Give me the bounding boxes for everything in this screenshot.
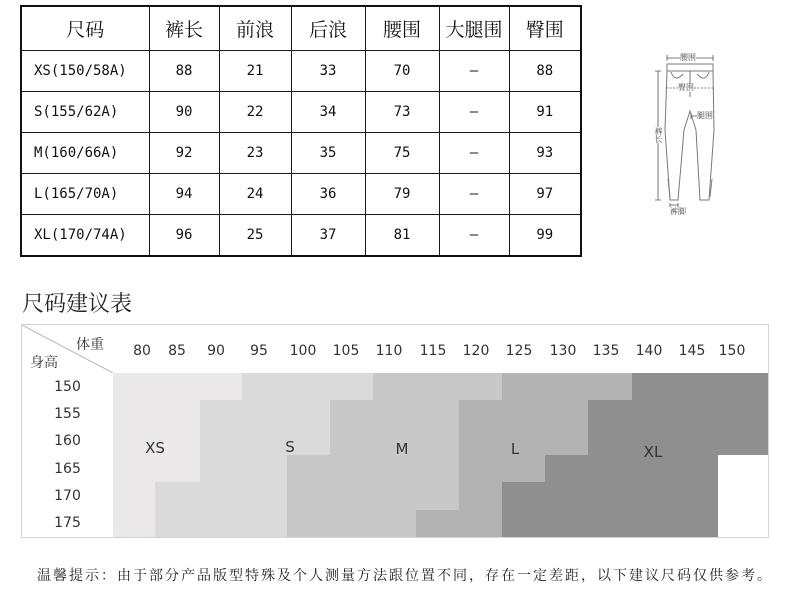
header-size: 尺码 (21, 6, 149, 51)
height-label: 165 (54, 460, 81, 477)
weight-header (113, 325, 768, 373)
size-region-label-m: M (395, 440, 409, 458)
hip-cell: 99 (509, 215, 581, 257)
front-rise-cell: 24 (219, 174, 291, 215)
hem-label: 裤脚 (670, 207, 686, 216)
height-label: 175 (54, 515, 81, 532)
back-rise-cell: 37 (291, 215, 365, 257)
front-rise-cell: 22 (219, 92, 291, 133)
length-cell: 94 (149, 174, 219, 215)
header-waist: 腰围 (365, 6, 439, 51)
table-row (21, 133, 581, 174)
hip-cell: 97 (509, 174, 581, 215)
height-label: 160 (54, 433, 81, 450)
waist-cell: 79 (365, 174, 439, 215)
weight-label: 135 (592, 343, 620, 359)
table-row (21, 215, 581, 257)
size-cell: S(155/62A) (21, 92, 149, 133)
height-label: 155 (54, 405, 81, 422)
footnote: 温馨提示：由于部分产品版型特殊及个人测量方法跟位置不同，存在一定差距，以下建议尺码仅供参考。 (37, 568, 773, 584)
weight-label: 80 (133, 343, 151, 359)
waist-cell: 81 (365, 215, 439, 257)
height-column (22, 373, 113, 537)
height-label: 170 (54, 487, 81, 504)
thigh-cell: – (439, 174, 509, 215)
size-region-label-xs: XS (145, 439, 165, 457)
height-axis-label: 身高 (30, 355, 58, 371)
waist-cell: 70 (365, 51, 439, 92)
ankle-zip-marks (668, 179, 712, 197)
thigh-cell: – (439, 51, 509, 92)
back-rise-cell: 36 (291, 174, 365, 215)
size-table-header (21, 6, 581, 51)
header-hip: 臀围 (509, 6, 581, 51)
thigh-cell: – (439, 92, 509, 133)
hip-cell: 93 (509, 133, 581, 174)
size-suggestion-chart (22, 325, 768, 537)
weight-label: 120 (462, 343, 490, 359)
size-cell: XL(170/74A) (21, 215, 149, 257)
size-cell: XS(150/58A) (21, 51, 149, 92)
size-region-label-s: S (285, 438, 295, 456)
header-length: 裤长 (149, 6, 219, 51)
weight-label: 105 (332, 343, 360, 359)
size-region-labels (113, 373, 768, 537)
corner-header (22, 325, 113, 373)
waistband-shape (667, 64, 713, 71)
weight-label: 140 (635, 343, 663, 359)
weight-label: 95 (250, 343, 268, 359)
header-front-rise: 前浪 (219, 6, 291, 51)
weight-label: 110 (375, 343, 403, 359)
front-rise-cell: 21 (219, 51, 291, 92)
weight-label: 130 (549, 343, 577, 359)
length-cell: 88 (149, 51, 219, 92)
thigh-cell: – (439, 133, 509, 174)
size-cell: L(165/70A) (21, 174, 149, 215)
right-pocket-shape (697, 72, 709, 78)
size-region-label-l: L (510, 440, 520, 458)
size-region-label-xl: XL (643, 443, 663, 461)
waist-cell: 73 (365, 92, 439, 133)
weight-label: 150 (718, 343, 746, 359)
hip-cell: 91 (509, 92, 581, 133)
pants-diagram (640, 45, 725, 220)
size-table (20, 5, 582, 257)
weight-label: 145 (678, 343, 706, 359)
front-rise-cell: 23 (219, 133, 291, 174)
pants-outline-icon (640, 45, 725, 220)
front-rise-cell: 25 (219, 215, 291, 257)
weight-label: 115 (419, 343, 447, 359)
suggestion-title: 尺码建议表 (22, 292, 133, 317)
waist-label: 腰围 (680, 53, 696, 62)
hip-cell: 88 (509, 51, 581, 92)
length-label: 裤长 (654, 127, 663, 143)
table-row (21, 174, 581, 215)
weight-label: 90 (207, 343, 225, 359)
size-cell: M(160/66A) (21, 133, 149, 174)
back-rise-cell: 33 (291, 51, 365, 92)
back-rise-cell: 34 (291, 92, 365, 133)
weight-axis-label: 体重 (76, 337, 104, 353)
weight-label: 85 (168, 343, 186, 359)
length-cell: 90 (149, 92, 219, 133)
back-rise-cell: 35 (291, 133, 365, 174)
table-row (21, 92, 581, 133)
left-pocket-shape (671, 72, 683, 78)
thigh-cell: – (439, 215, 509, 257)
length-cell: 92 (149, 133, 219, 174)
weight-label: 125 (505, 343, 533, 359)
header-back-rise: 后浪 (291, 6, 365, 51)
table-row (21, 51, 581, 92)
header-thigh: 大腿围 (439, 6, 509, 51)
length-cell: 96 (149, 215, 219, 257)
weight-label: 100 (289, 343, 317, 359)
waist-cell: 75 (365, 133, 439, 174)
hip-label: 臀围 (678, 83, 694, 92)
height-label: 150 (54, 378, 81, 395)
thigh-label: 腿围 (697, 111, 713, 120)
